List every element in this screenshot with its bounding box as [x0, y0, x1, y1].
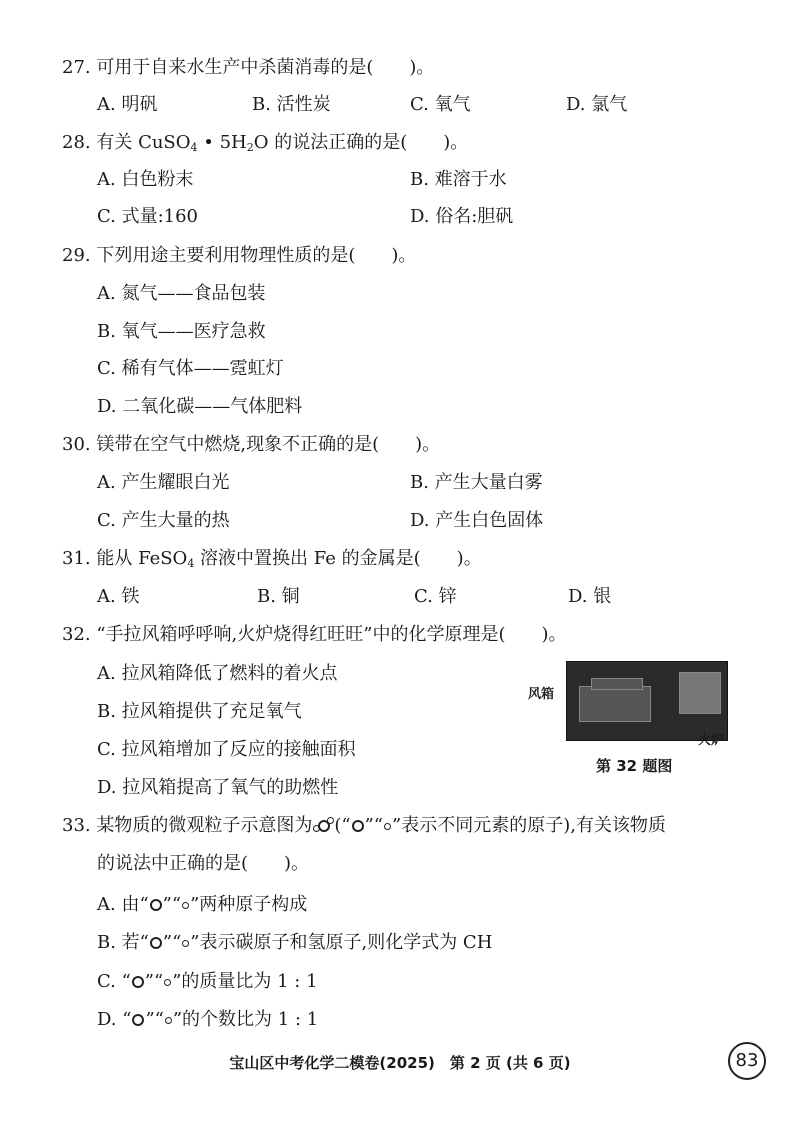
- q33-option-a: A. 由“ ”“ ”两种原子构成: [97, 894, 308, 915]
- q27-option-b: B. 活性炭: [252, 94, 331, 115]
- q28-option-b: B. 难溶于水: [410, 169, 507, 190]
- q30-option-a: A. 产生耀眼白光: [97, 472, 230, 493]
- q29-option-d: D. 二氧化碳——气体肥料: [97, 396, 303, 417]
- q32-figure: [528, 655, 758, 785]
- stove-label: 火炉: [698, 733, 725, 748]
- q33-stem-line1: 33. 某物质的微观粒子示意图为 (“ ”“ ”表示不同元素的原子),有关该物质: [62, 815, 666, 836]
- q32-stem: 32. “手拉风箱呼呼响,火炉烧得红旺旺”中的化学原理是( )。: [62, 624, 567, 645]
- q33-option-c: C. “ ”“ ”的质量比为 1 : 1: [97, 971, 318, 992]
- q28-option-a: A. 白色粉末: [97, 169, 194, 190]
- q32-option-a: A. 拉风箱降低了燃料的着火点: [97, 663, 338, 684]
- page-footer: 宝山区中考化学二模卷(2025) 第 2 页 (共 6 页): [229, 1054, 571, 1072]
- q33-option-d: D. “ ”“ ”的个数比为 1 : 1: [97, 1009, 319, 1030]
- q27-stem: 27. 可用于自来水生产中杀菌消毒的是( )。: [62, 57, 435, 78]
- q31-stem: 31. 能从 FeSO$_4$ 溶液中置换出 Fe 的金属是( )。: [62, 548, 482, 570]
- q30-option-b: B. 产生大量白雾: [410, 472, 543, 493]
- q29-option-a: A. 氮气——食品包装: [97, 283, 266, 304]
- q31-option-a: A. 铁: [97, 586, 140, 607]
- figure-caption: 第 32 题图: [596, 757, 673, 775]
- q30-option-d: D. 产生白色固体: [410, 510, 544, 531]
- q31-option-d: D. 银: [568, 586, 612, 607]
- q32-option-b: B. 拉风箱提供了充足氧气: [97, 701, 302, 722]
- q33-stem-line2: 的说法中正确的是( )。: [97, 853, 310, 874]
- q29-option-b: B. 氧气——医疗急救: [97, 321, 266, 342]
- q32-option-c: C. 拉风箱增加了反应的接触面积: [97, 739, 356, 760]
- q27-option-a: A. 明矾: [97, 94, 158, 115]
- q31-option-c: C. 锌: [414, 586, 457, 607]
- q33-option-b: B. 若“ ”“ ”表示碳原子和氢原子,则化学式为 CH: [97, 932, 493, 953]
- q28-stem: 28. 有关 CuSO$_4$ • $5H_2O$ 的说法正确的是( )。: [62, 132, 469, 154]
- q28-option-d: D. 俗名:胆矾: [410, 206, 514, 227]
- atom-small-icon: [384, 823, 391, 830]
- q30-option-c: C. 产生大量的热: [97, 510, 230, 531]
- page-number-badge: 83: [728, 1042, 766, 1080]
- molecule-icon: [312, 817, 334, 835]
- q27-option-c: C. 氧气: [410, 94, 471, 115]
- q32-option-d: D. 拉风箱提高了氧气的助燃性: [97, 777, 339, 798]
- q31-option-b: B. 铜: [257, 586, 300, 607]
- q29-stem: 29. 下列用途主要利用物理性质的是( )。: [62, 245, 417, 266]
- q28-option-c: C. 式量:160: [97, 206, 198, 227]
- q29-option-c: C. 稀有气体——霓虹灯: [97, 358, 284, 379]
- q30-stem: 30. 镁带在空气中燃烧,现象不正确的是( )。: [62, 434, 441, 455]
- atom-large-icon: [352, 820, 364, 832]
- q27-option-d: D. 氯气: [566, 94, 628, 115]
- bellows-label: 风箱: [528, 687, 555, 702]
